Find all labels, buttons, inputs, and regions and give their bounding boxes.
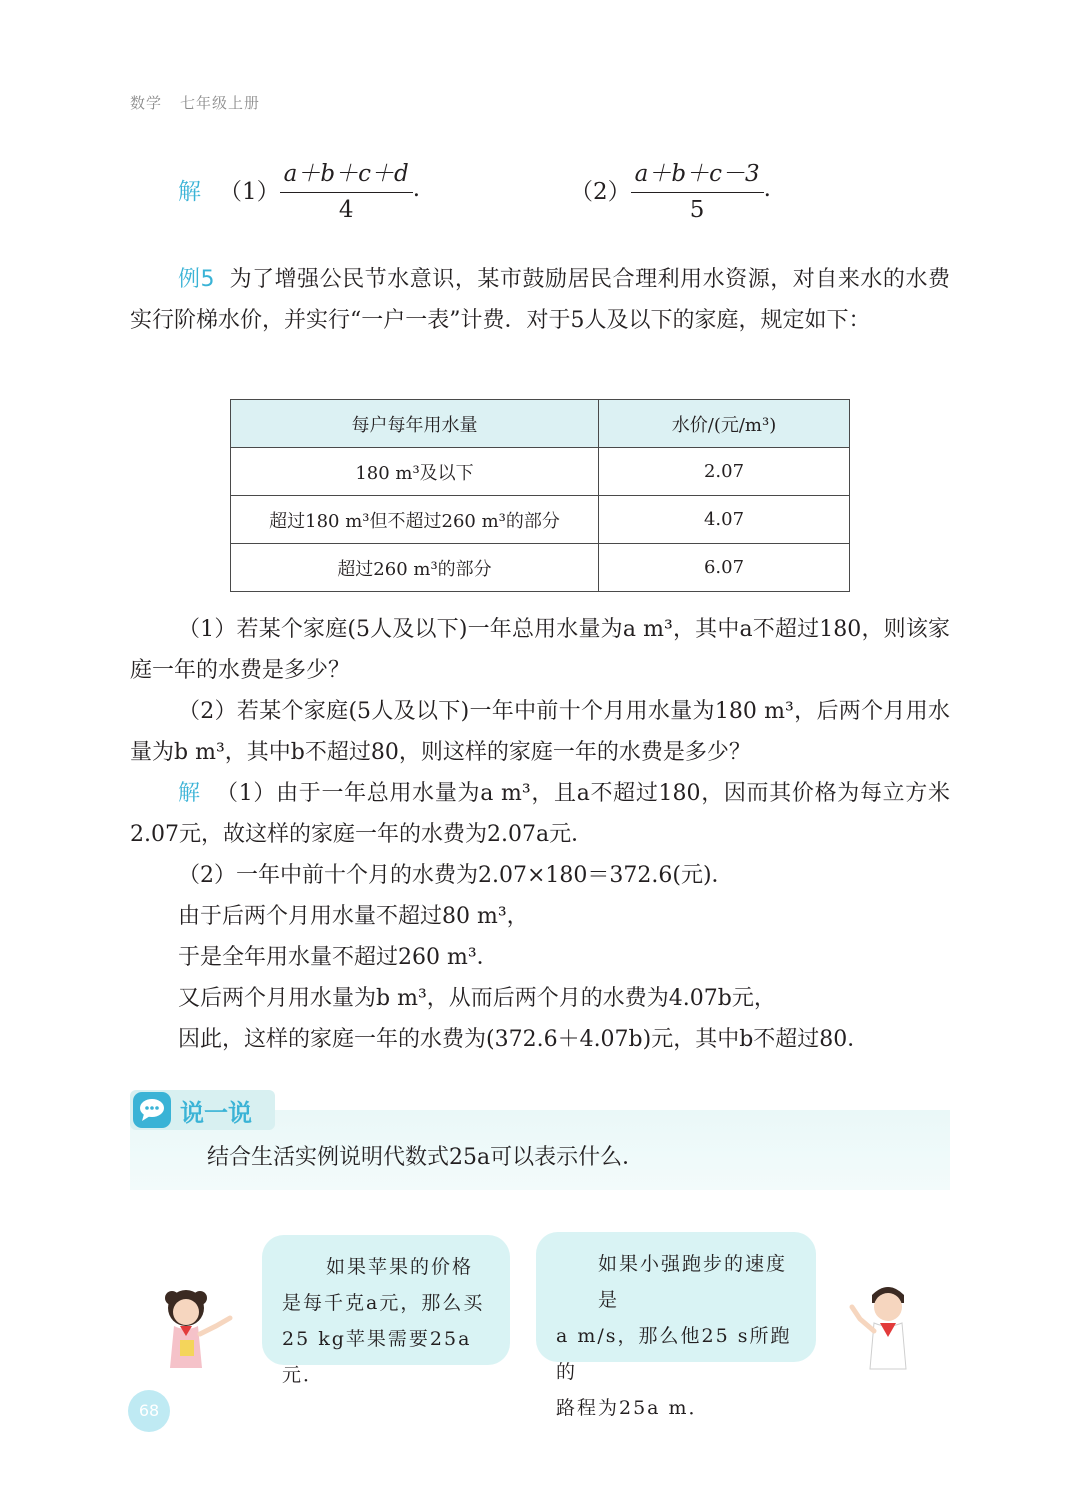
speech-bubble-right	[536, 1232, 816, 1419]
table-cell: 4.07	[599, 496, 850, 544]
boy-illustration	[842, 1275, 932, 1370]
solution-part-1	[130, 773, 950, 855]
fraction-1	[280, 155, 413, 223]
bubble-left-line: 如果苹果的价格	[326, 1256, 474, 1278]
solution-line: 由于后两个月用水量不超过80 m³，	[178, 904, 529, 929]
speech-bubble-left	[262, 1235, 510, 1386]
table-cell: 超过260 m³的部分	[231, 544, 599, 592]
header-subject: 数学	[130, 94, 163, 112]
talk-title: 说一说	[180, 1099, 252, 1127]
table-header-row	[231, 400, 850, 448]
solution-line: 于是全年用水量不超过260 m³．	[178, 945, 499, 970]
fraction-2-period: .	[763, 176, 771, 202]
example-text: 为了增强公民节水意识，某市鼓励居民合理利用水资源，对自来水的水费实行阶梯水价，并实行“一户一表”计费．对于5人及以下的家庭，规定如下：	[130, 267, 950, 333]
water-price-table	[230, 399, 850, 592]
item1-label: （1）	[219, 178, 280, 205]
question-2: （2）若某个家庭(5人及以下)一年中前十个月用水量为180 m³，后两个月用水量为b m³，其中b不超过80，则这样的家庭一年的水费是多少？	[130, 699, 950, 765]
table-cell: 180 m³及以下	[231, 448, 599, 496]
fraction-1-period: .	[412, 176, 420, 202]
fraction-2	[631, 155, 764, 223]
solution-line: （2）一年中前十个月的水费为2.07×180＝372.6(元)．	[178, 863, 734, 888]
girl-illustration	[150, 1280, 240, 1370]
table-row	[231, 544, 850, 592]
fraction-2-denominator: 5	[689, 197, 705, 223]
solution-label: 解	[178, 781, 201, 806]
prev-solution-2	[570, 155, 771, 223]
bubble-right-line: a m/s，那么他25 s所跑的	[556, 1325, 792, 1383]
table-cell: 6.07	[599, 544, 850, 592]
bubble-left-line: 25 kg苹果需要25a元．	[282, 1328, 472, 1386]
fraction-1-numerator: a＋b＋c＋d	[280, 155, 413, 193]
table-row	[231, 448, 850, 496]
item2-label: （2）	[570, 178, 631, 205]
table-header-cell: 水价/(元/m³)	[599, 400, 850, 448]
solution-line: 因此，这样的家庭一年的水费为(372.6＋4.07b)元，其中b不超过80．	[178, 1027, 870, 1052]
running-header	[130, 92, 260, 113]
prev-solution	[178, 155, 420, 223]
solution-line: 又后两个月用水量为b m³，从而后两个月的水费为4.07b元，	[178, 986, 776, 1011]
bubble-left-line: 是每千克a元，那么买	[282, 1292, 485, 1314]
table-cell: 超过180 m³但不超过260 m³的部分	[231, 496, 599, 544]
header-grade: 七年级上册	[180, 94, 261, 112]
table-header-cell: 每户每年用水量	[231, 400, 599, 448]
bubble-right-line: 如果小强跑步的速度是	[598, 1253, 788, 1311]
talk-text: 结合生活实例说明代数式25a可以表示什么．	[207, 1145, 645, 1170]
page-number: 68	[128, 1390, 170, 1432]
fraction-2-numerator: a＋b＋c－3	[631, 155, 764, 193]
example-label: 例5	[178, 267, 215, 292]
table-row	[231, 496, 850, 544]
question-1: （1）若某个家庭(5人及以下)一年总用水量为a m³，其中a不超过180，则该家庭一年的水费是多少？	[130, 617, 950, 683]
example-5	[130, 259, 950, 341]
table-cell: 2.07	[599, 448, 850, 496]
solution-p1-text: （1）由于一年总用水量为a m³，且a不超过180，因而其价格为每立方米2.07元，故这样的家庭一年的水费为2.07a元．	[130, 781, 950, 847]
bubble-right-line: 路程为25a m．	[556, 1397, 710, 1419]
fraction-1-denominator: 4	[338, 197, 354, 223]
chat-bubble-icon	[133, 1092, 171, 1128]
solution-label: 解	[178, 178, 201, 205]
